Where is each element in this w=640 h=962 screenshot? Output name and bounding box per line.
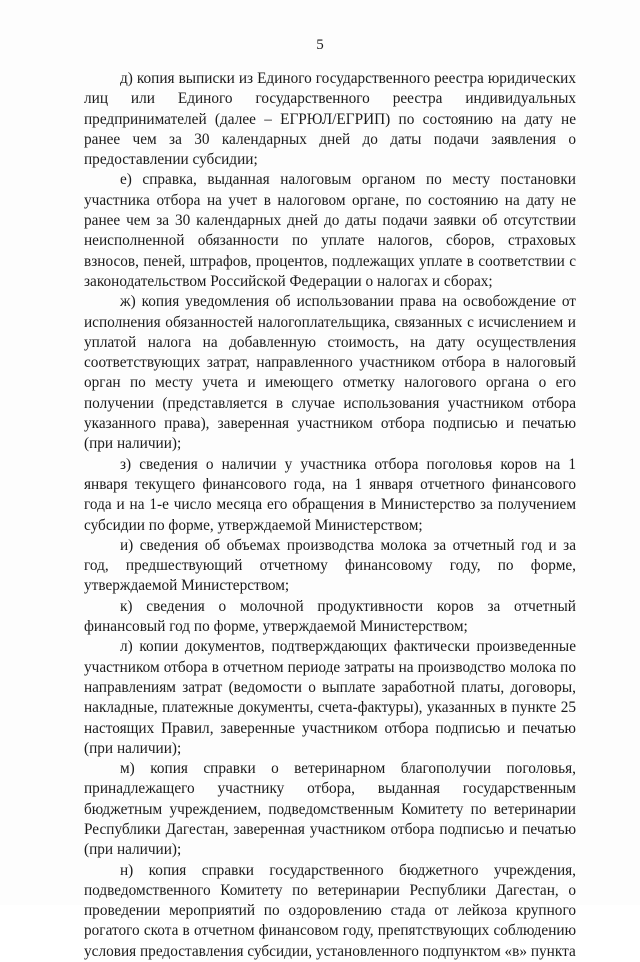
paragraph-m: м) копия справки о ветеринарном благополучии поголовья, принадлежащего участнику отбора, выданная государственным бюджетным учреждением, подведомственным Комитету по ветеринарии Республики Дагестан, заверенная участником отбора подписью и печатью (при наличии); (84, 760, 576, 859)
paragraph-k: к) сведения о молочной продуктивности коров за отчетный финансовый год по форме, утверждаемой Министерством; (84, 597, 576, 636)
paragraph-z: з) сведения о наличии у участника отбора поголовья коров на 1 января текущего финансового года, на 1 января отчетного финансового года и на 1-е число месяца его обращения в Министерство за получением субсидии по форме, утверждаемой Министерством; (84, 455, 576, 534)
paragraph-i: и) сведения об объемах производства молока за отчетный год и за год, предшествующий отчетному финансовому году, по форме, утверждаемой Министерством; (84, 536, 576, 595)
paragraph-zh: ж) копия уведомления об использовании права на освобождение от исполнения обязанностей налогоплательщика, связанных с исчислением и уплатой налога на добавленную стоимость, на дату осуществления соответствующих затрат, направленного участником отбора в налоговый орган по месту учета и имеющего отметку налогового органа о его получении (представляется в случае использования участником отбора указанного права), заверенная участником отбора подписью и печатью (при наличии); (84, 293, 576, 453)
paragraph-n: н) копия справки государственного бюджетного учреждения, подведомственного Комитету по ветеринарии Республики Дагестан, о проведении мероприятий по оздоровлению стада от лейкоза крупного рогатого скота в отчетном финансовом году, препятствующих соблюдению условия предоставления субсидии, установленного подпунктом «в» пункта (84, 861, 576, 960)
paragraph-l: л) копии документов, подтверждающих фактически произведенные участником отбора в отчетном периоде затраты на производство молока по направлениям затрат (ведомости о выплате заработной платы, договоры, накладные, платежные документы, счета-фактуры), указанных в пункте 25 настоящих Правил, заверенные участником отбора подписью и печатью (при наличии); (84, 638, 576, 757)
paragraph-d: д) копия выписки из Единого государственного реестра юридических лиц или Единого государственного реестра индивидуальных предпринимателей (далее – ЕГРЮЛ/ЕГРИП) по состоянию на дату не ранее чем за 30 календарных дней до даты подачи заявления о предоставлении субсидии; (84, 70, 576, 169)
document-body (84, 69, 576, 962)
page-number: 5 (316, 37, 324, 53)
paragraph-e: е) справка, выданная налоговым органом по месту постановки участника отбора на учет в налоговом органе, по состоянию на дату не ранее чем за 30 календарных дней до даты подачи заявки об отсутствии неисполненной обязанности по уплате налогов, сборов, страховых взносов, пеней, штрафов, процентов, подлежащих уплате в соответствии с законодательством Российской Федерации о налогах и сборах; (84, 171, 576, 290)
